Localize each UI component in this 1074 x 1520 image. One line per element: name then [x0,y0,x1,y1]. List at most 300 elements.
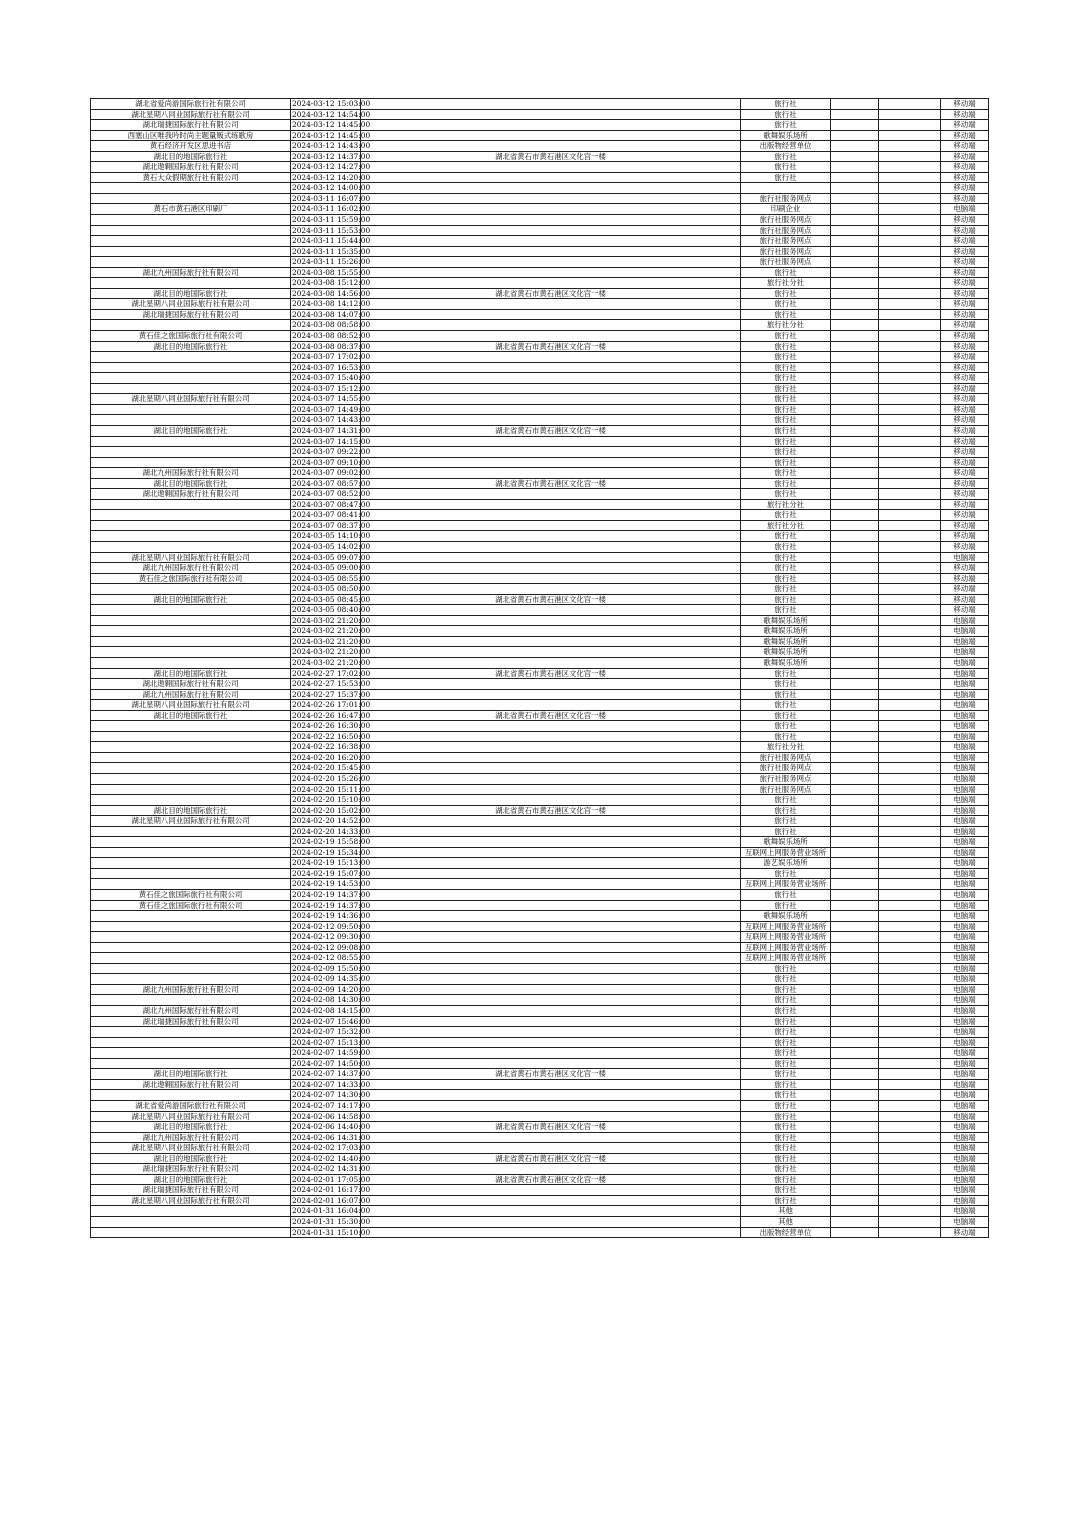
status-cell [831,1027,879,1038]
terminal-cell: 电脑端 [941,204,989,215]
status-cell [831,299,879,310]
unit-name-cell [91,879,291,890]
address-cell [361,236,741,247]
unit-name-cell: 黄石佳之旅国际旅行社有限公司 [91,900,291,911]
inspector-cell [879,847,941,858]
terminal-cell: 电脑端 [941,626,989,637]
inspector-cell [879,1111,941,1122]
status-cell [831,531,879,542]
table-row [91,584,989,595]
unit-type-cell: 旅行社 [741,826,831,837]
unit-type-cell: 旅行社 [741,594,831,605]
table-row [91,784,989,795]
table-row [91,1164,989,1175]
terminal-cell: 电脑端 [941,1048,989,1059]
record-time-cell: 2024-03-05 08:55:00 [292,573,371,583]
unit-name-cell [91,826,291,837]
status-cell [831,1153,879,1164]
unit-name-cell [91,1037,291,1048]
status-cell [831,626,879,637]
inspector-cell [879,531,941,542]
record-time-cell: 2024-03-07 17:02:00 [292,352,371,362]
terminal-cell: 移动端 [941,510,989,521]
record-time-cell: 2024-02-19 14:37:00 [292,890,371,900]
address-cell [361,141,741,152]
unit-type-cell: 旅行社 [741,679,831,690]
inspector-cell [879,636,941,647]
record-time-cell: 2024-02-20 14:52:00 [292,816,371,826]
address-cell [361,267,741,278]
inspector-cell [879,478,941,489]
terminal-cell: 电脑端 [941,858,989,869]
status-cell [831,816,879,827]
status-cell [831,215,879,226]
address-cell [361,215,741,226]
record-time-cell: 2024-03-05 08:50:00 [292,584,371,594]
status-cell [831,963,879,974]
record-time-cell: 2024-02-07 14:50:00 [292,1058,371,1068]
record-time-cell: 2024-03-07 08:37:00 [292,520,371,530]
status-cell [831,657,879,668]
table-row [91,636,989,647]
table-row [91,1058,989,1069]
unit-name-cell [91,352,291,363]
unit-type-cell: 旅行社 [741,1100,831,1111]
record-time-cell: 2024-03-12 14:20:00 [292,172,371,182]
terminal-cell: 移动端 [941,320,989,331]
address-cell [361,436,741,447]
status-cell [831,309,879,320]
unit-type-cell: 旅行社 [741,436,831,447]
unit-type-cell: 旅行社 [741,1090,831,1101]
unit-type-cell: 旅行社 [741,120,831,131]
unit-type-cell: 旅行社 [741,1037,831,1048]
terminal-cell: 电脑端 [941,1111,989,1122]
terminal-cell: 移动端 [941,352,989,363]
table-row [91,710,989,721]
terminal-cell: 移动端 [941,130,989,141]
status-cell [831,1069,879,1080]
table-row [91,520,989,531]
unit-name-cell [91,278,291,289]
address-cell [361,647,741,658]
terminal-cell: 电脑端 [941,1195,989,1206]
table-row [91,246,989,257]
table-row [91,1216,989,1227]
address-cell [361,605,741,616]
terminal-cell: 电脑端 [941,689,989,700]
unit-type-cell: 旅行社 [741,478,831,489]
inspector-cell [879,510,941,521]
status-cell [831,1227,879,1238]
terminal-cell: 电脑端 [941,731,989,742]
inspector-cell [879,425,941,436]
address-cell [361,858,741,869]
unit-type-cell: 旅行社 [741,267,831,278]
inspector-cell [879,615,941,626]
unit-type-cell: 互联网上网服务营业场所 [741,921,831,932]
record-time-cell: 2024-03-02 21:20:00 [292,647,371,657]
terminal-cell: 电脑端 [941,668,989,679]
unit-name-cell: 湖北目的地国际旅行社 [91,668,291,679]
address-cell [361,1143,741,1154]
unit-type-cell: 旅行社 [741,468,831,479]
terminal-cell: 移动端 [941,489,989,500]
inspector-cell [879,1195,941,1206]
inspector-cell [879,204,941,215]
record-time-cell: 2024-03-12 15:03:00 [292,99,371,108]
unit-name-cell [91,615,291,626]
table-row [91,109,989,120]
status-cell [831,120,879,131]
status-cell [831,341,879,352]
table-row [91,489,989,500]
table-row [91,130,989,141]
address-cell [361,900,741,911]
unit-type-cell: 旅行社服务网点 [741,257,831,268]
record-time-cell: 2024-03-11 15:26:00 [292,257,371,267]
status-cell [831,1079,879,1090]
unit-name-cell [91,647,291,658]
unit-type-cell: 歌舞娱乐场所 [741,636,831,647]
record-time-cell: 2024-03-08 14:12:00 [292,299,371,309]
unit-type-cell: 旅行社 [741,1164,831,1175]
table-row [91,141,989,152]
address-cell [361,626,741,637]
table-row [91,1122,989,1133]
unit-type-cell: 旅行社 [741,457,831,468]
table-row [91,362,989,373]
unit-name-cell [91,1027,291,1038]
record-time-cell: 2024-03-07 15:12:00 [292,383,371,393]
record-time-cell: 2024-03-08 15:12:00 [292,278,371,288]
inspector-cell [879,341,941,352]
record-time-cell: 2024-02-20 15:02:00 [292,805,371,815]
unit-name-cell: 湖北九州国际旅行社有限公司 [91,1006,291,1017]
address-cell [361,225,741,236]
unit-type-cell: 旅行社 [741,288,831,299]
table-row [91,468,989,479]
unit-type-cell: 旅行社 [741,1048,831,1059]
record-table [90,98,989,1238]
status-cell [831,879,879,890]
address-cell [361,1206,741,1217]
terminal-cell: 移动端 [941,172,989,183]
inspector-cell [879,246,941,257]
inspector-cell [879,447,941,458]
address-cell [361,816,741,827]
unit-type-cell: 旅行社 [741,605,831,616]
record-time-cell: 2024-02-26 17:01:00 [292,700,371,710]
inspector-cell [879,489,941,500]
record-time-cell: 2024-03-07 08:52:00 [292,489,371,499]
address-cell [361,257,741,268]
table-row [91,932,989,943]
address-cell [361,309,741,320]
unit-name-cell: 湖北星期八同业国际旅行社有限公司 [91,299,291,310]
address-cell [361,1058,741,1069]
unit-name-cell: 黄石经济开发区思进书店 [91,141,291,152]
address-cell [361,953,741,964]
unit-name-cell [91,784,291,795]
inspector-cell [879,974,941,985]
address-cell [361,1079,741,1090]
table-row [91,816,989,827]
status-cell [831,394,879,405]
address-cell [361,489,741,500]
terminal-cell: 电脑端 [941,816,989,827]
terminal-cell: 电脑端 [941,774,989,785]
record-time-cell: 2024-02-19 14:37:00 [292,900,371,910]
inspector-cell [879,984,941,995]
inspector-cell [879,1016,941,1027]
status-cell [831,109,879,120]
terminal-cell: 移动端 [941,257,989,268]
unit-name-cell: 湖北九州国际旅行社有限公司 [91,984,291,995]
address-cell [361,457,741,468]
table-row [91,1027,989,1038]
address-cell [361,689,741,700]
unit-name-cell: 湖北九州国际旅行社有限公司 [91,1132,291,1143]
record-time-cell: 2024-03-11 15:59:00 [292,215,371,225]
unit-name-cell: 湖北遨翱国际旅行社有限公司 [91,162,291,173]
status-cell [831,552,879,563]
record-time-cell: 2024-03-07 14:55:00 [292,394,371,404]
unit-name-cell: 湖北目的地国际旅行社 [91,288,291,299]
unit-type-cell: 旅行社 [741,689,831,700]
record-time-cell: 2024-02-20 16:20:00 [292,752,371,762]
terminal-cell: 移动端 [941,584,989,595]
record-time-cell: 2024-03-05 09:00:00 [292,563,371,573]
address-cell [361,394,741,405]
table-row [91,615,989,626]
record-time-cell: 2024-03-07 14:43:00 [292,415,371,425]
address-cell [361,362,741,373]
terminal-cell: 移动端 [941,141,989,152]
unit-type-cell: 旅行社 [741,394,831,405]
unit-type-cell: 旅行社 [741,162,831,173]
table-row [91,731,989,742]
table-row [91,394,989,405]
table-row [91,847,989,858]
status-cell [831,647,879,658]
status-cell [831,267,879,278]
inspector-cell [879,120,941,131]
terminal-cell: 移动端 [941,109,989,120]
record-time-cell: 2024-03-08 08:52:00 [292,331,371,341]
unit-type-cell: 旅行社服务网点 [741,763,831,774]
unit-name-cell: 黄石佳之旅国际旅行社有限公司 [91,890,291,901]
unit-type-cell: 旅行社 [741,890,831,901]
unit-type-cell: 歌舞娱乐场所 [741,911,831,922]
terminal-cell: 电脑端 [941,932,989,943]
inspector-cell [879,763,941,774]
unit-type-cell: 旅行社 [741,974,831,985]
inspector-cell [879,436,941,447]
unit-name-cell [91,541,291,552]
inspector-cell [879,826,941,837]
table-row [91,1195,989,1206]
terminal-cell: 移动端 [941,162,989,173]
record-time-cell: 2024-02-07 14:30:00 [292,1090,371,1100]
status-cell [831,362,879,373]
status-cell [831,890,879,901]
address-cell [361,700,741,711]
inspector-cell [879,626,941,637]
table-row [91,563,989,574]
record-time-cell: 2024-02-09 14:35:00 [292,974,371,984]
address-cell: 湖北省黄石市黄石港区文化宫一楼 [361,1069,741,1080]
unit-name-cell: 湖北星期八同业国际旅行社有限公司 [91,109,291,120]
unit-name-cell: 湖北星期八同业国际旅行社有限公司 [91,1111,291,1122]
record-time-cell: 2024-02-07 14:17:00 [292,1100,371,1110]
record-time-cell: 2024-03-11 15:53:00 [292,225,371,235]
record-time-cell: 2024-02-12 08:55:00 [292,953,371,963]
inspector-cell [879,1006,941,1017]
table-row [91,193,989,204]
unit-name-cell: 湖北瑞捷国际旅行社有限公司 [91,1164,291,1175]
terminal-cell: 电脑端 [941,1058,989,1069]
record-time-cell: 2024-02-26 16:47:00 [292,710,371,720]
terminal-cell: 电脑端 [941,805,989,816]
unit-type-cell: 旅行社 [741,1069,831,1080]
terminal-cell: 移动端 [941,99,989,110]
unit-name-cell [91,183,291,194]
table-row [91,320,989,331]
inspector-cell [879,1132,941,1143]
unit-name-cell [91,457,291,468]
inspector-cell [879,352,941,363]
unit-type-cell: 其他 [741,1206,831,1217]
status-cell [831,373,879,384]
status-cell [831,847,879,858]
status-cell [831,1048,879,1059]
address-cell [361,320,741,331]
unit-type-cell: 旅行社 [741,1006,831,1017]
table-row [91,795,989,806]
record-time-cell: 2024-02-01 17:05:00 [292,1174,371,1184]
status-cell [831,594,879,605]
unit-name-cell [91,1090,291,1101]
unit-type-cell: 旅行社 [741,352,831,363]
unit-type-cell: 旅行社 [741,1016,831,1027]
inspector-cell [879,172,941,183]
inspector-cell [879,99,941,110]
record-time-cell: 2024-03-11 15:44:00 [292,236,371,246]
inspection-record-sheet [90,98,988,1238]
status-cell [831,520,879,531]
terminal-cell: 电脑端 [941,1132,989,1143]
inspector-cell [879,942,941,953]
inspector-cell [879,309,941,320]
status-cell [831,573,879,584]
unit-name-cell [91,1216,291,1227]
terminal-cell: 电脑端 [941,679,989,690]
table-row [91,953,989,964]
table-row [91,911,989,922]
record-time-cell: 2024-03-02 21:20:00 [292,657,371,667]
terminal-cell: 电脑端 [941,647,989,658]
inspector-cell [879,225,941,236]
status-cell [831,151,879,162]
table-row [91,120,989,131]
table-row [91,278,989,289]
address-cell [361,172,741,183]
unit-type-cell: 歌舞娱乐场所 [741,615,831,626]
inspector-cell [879,362,941,373]
unit-name-cell: 湖北遨翱国际旅行社有限公司 [91,679,291,690]
unit-name-cell [91,721,291,732]
unit-name-cell [91,953,291,964]
inspector-cell [879,236,941,247]
status-cell [831,1216,879,1227]
table-row [91,942,989,953]
table-row [91,436,989,447]
status-cell [831,204,879,215]
unit-name-cell: 湖北目的地国际旅行社 [91,478,291,489]
unit-name-cell [91,795,291,806]
address-cell [361,383,741,394]
status-cell [831,478,879,489]
unit-name-cell [91,436,291,447]
unit-type-cell: 旅行社分社 [741,499,831,510]
table-row [91,752,989,763]
unit-name-cell [91,373,291,384]
record-time-cell: 2024-02-02 14:40:00 [292,1153,371,1163]
inspector-cell [879,1100,941,1111]
unit-name-cell: 湖北星期八同业国际旅行社有限公司 [91,816,291,827]
table-row [91,1079,989,1090]
status-cell [831,1122,879,1133]
inspector-cell [879,837,941,848]
record-time-cell: 2024-02-07 14:37:00 [292,1069,371,1079]
record-time-cell: 2024-02-09 14:20:00 [292,984,371,994]
inspector-cell [879,299,941,310]
unit-type-cell: 旅行社 [741,415,831,426]
table-row [91,657,989,668]
unit-name-cell: 湖北省爱尚游国际旅行社有限公司 [91,99,291,110]
inspector-cell [879,1037,941,1048]
table-row [91,689,989,700]
unit-type-cell: 旅行社 [741,552,831,563]
record-time-cell: 2024-03-08 14:56:00 [292,288,371,298]
inspector-cell [879,890,941,901]
unit-name-cell [91,1227,291,1238]
terminal-cell: 移动端 [941,563,989,574]
status-cell [831,984,879,995]
unit-name-cell: 湖北目的地国际旅行社 [91,805,291,816]
record-time-cell: 2024-02-22 16:50:00 [292,731,371,741]
unit-type-cell: 印刷企业 [741,204,831,215]
address-cell: 湖北省黄石市黄石港区文化宫一楼 [361,425,741,436]
status-cell [831,563,879,574]
terminal-cell: 电脑端 [941,942,989,953]
address-cell [361,541,741,552]
inspector-cell [879,657,941,668]
terminal-cell: 移动端 [941,193,989,204]
unit-type-cell: 旅行社 [741,99,831,110]
table-row [91,605,989,616]
record-time-cell: 2024-02-02 14:31:00 [292,1164,371,1174]
record-time-cell: 2024-03-12 14:43:00 [292,141,371,151]
terminal-cell: 电脑端 [941,636,989,647]
terminal-cell: 电脑端 [941,1069,989,1080]
terminal-cell: 移动端 [941,373,989,384]
inspector-cell [879,552,941,563]
unit-type-cell: 旅行社 [741,362,831,373]
inspector-cell [879,278,941,289]
record-time-cell: 2024-02-20 14:33:00 [292,826,371,836]
